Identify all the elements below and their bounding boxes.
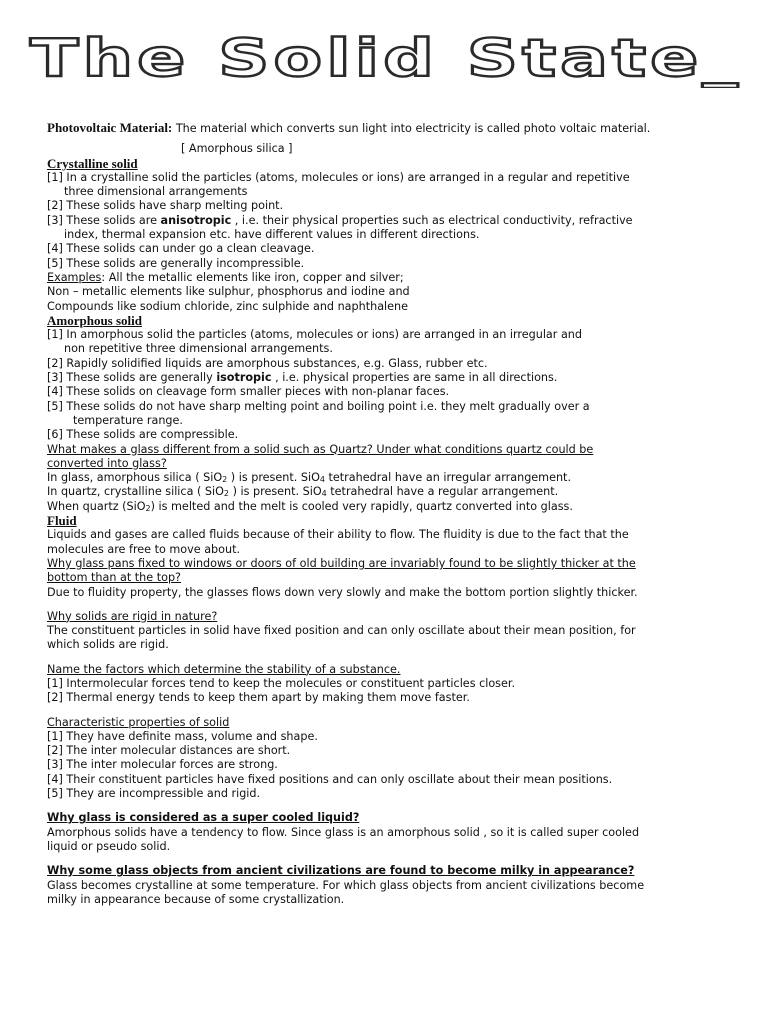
answer-1-pre: In glass, amorphous silica ( SiO xyxy=(47,471,223,485)
glass-pans-answer: Due to fluidity property, the glasses flows down very slowly and make the bottom portion slightly thicker. xyxy=(47,585,638,599)
glass-answer-3 xyxy=(47,500,727,514)
crystalline-examples-3: Compounds like sodium chloride, zinc sulphide and naphthalene xyxy=(47,299,409,313)
glass-pans-question-cont: bottom than at the top? xyxy=(47,571,181,585)
amorphous-point-1: [1] In amorphous solid the particles (atoms, molecules or ions) are arranged in an irregular and xyxy=(47,328,582,342)
stability-factor-2: [2] Thermal energy tends to keep them apart by making them move faster. xyxy=(47,691,470,705)
property-2: [2] The inter molecular distances are short. xyxy=(47,744,291,758)
photovoltaic-definition xyxy=(47,121,727,136)
crystalline-point-1: [1] In a crystalline solid the particles (atoms, molecules or ions) are arranged in a regular and repetitive xyxy=(47,170,630,184)
amorphous-point-3 xyxy=(47,371,727,385)
crystalline-point-3-post: , i.e. their physical properties such as electrical conductivity, refractive xyxy=(231,213,633,227)
amorphous-point-2: [2] Rapidly solidified liquids are amorphous substances, e.g. Glass, rubber etc. xyxy=(47,356,488,370)
stability-question: Name the factors which determine the stability of a substance. xyxy=(47,662,401,676)
supercooled-answer-cont: liquid or pseudo solid. xyxy=(47,839,171,853)
subscript-4: 4 xyxy=(319,475,325,485)
examples-text: : All the metallic elements like iron, copper and silver; xyxy=(101,270,404,284)
stability-factor-1: [1] Intermolecular forces tend to keep the molecules or constituent particles closer. xyxy=(47,676,516,690)
crystalline-point-3 xyxy=(47,214,727,228)
milky-question: Why some glass objects from ancient civilizations are found to become milky in appearance? xyxy=(47,864,635,878)
glass-answer-2 xyxy=(47,485,727,499)
crystalline-point-5: [5] These solids are generally incompressible. xyxy=(47,256,305,270)
crystalline-point-3-cont: index, thermal expansion etc. have different values in different directions. xyxy=(64,228,480,242)
answer-1-post: tetrahedral have an irregular arrangement. xyxy=(324,471,572,485)
supercooled-question: Why glass is considered as a super cooled liquid? xyxy=(47,811,360,825)
milky-answer-cont: milky in appearance because of some crystallization. xyxy=(47,892,345,906)
fluid-heading: Fluid xyxy=(47,513,77,529)
property-5: [5] They are incompressible and rigid. xyxy=(47,787,261,801)
photovoltaic-note: [ Amorphous silica ] xyxy=(181,142,293,156)
crystalline-examples-2: Non – metallic elements like sulphur, phosphorus and iodine and xyxy=(47,285,410,299)
crystalline-point-3-pre: [3] These solids are xyxy=(47,213,161,227)
amorphous-point-4: [4] These solids on cleavage form smaller pieces with non-planar faces. xyxy=(47,385,450,399)
subscript-2: 2 xyxy=(223,489,230,499)
document-body xyxy=(47,121,727,907)
property-3: [3] The inter molecular forces are strong. xyxy=(47,758,278,772)
answer-2-pre: In quartz, crystalline silica ( SiO xyxy=(47,485,224,499)
subscript-4: 4 xyxy=(321,489,327,499)
milky-answer: Glass becomes crystalline at some temperature. For which glass objects from ancient civilizations become xyxy=(47,878,645,892)
glass-quartz-question: What makes a glass different from a solid such as Quartz? Under what conditions quartz could be xyxy=(47,442,594,456)
amorphous-point-5-cont: temperature range. xyxy=(73,413,183,427)
amorphous-point-3-pre: [3] These solids are generally xyxy=(47,371,217,385)
crystalline-point-4: [4] These solids can under go a clean cleavage. xyxy=(47,242,315,256)
glass-answer-1 xyxy=(47,471,727,485)
page-title xyxy=(28,28,748,88)
property-4: [4] Their constituent particles have fixed positions and can only oscillate about their mean positions. xyxy=(47,772,613,786)
glass-pans-question: Why glass pans fixed to windows or doors of old building are invariably found to be slightly thicker at the xyxy=(47,556,636,570)
examples-label: Examples xyxy=(47,270,102,284)
fluid-definition: Liquids and gases are called fluids because of their ability to flow. The fluidity is due to the fact that the xyxy=(47,528,629,542)
subscript-2: 2 xyxy=(222,475,228,485)
glass-quartz-question-cont: converted into glass? xyxy=(47,456,167,470)
isotropic-term: isotropic xyxy=(216,371,272,385)
answer-3-post: ) is melted and the melt is cooled very rapidly, quartz converted into glass. xyxy=(150,499,573,513)
supercooled-answer: Amorphous solids have a tendency to flow. Since glass is an amorphous solid , so it is called super cooled xyxy=(47,825,640,839)
crystalline-point-2: [2] These solids have sharp melting point. xyxy=(47,199,284,213)
answer-1-mid: ) is present. SiO xyxy=(227,471,320,485)
outlined-title-graphic xyxy=(28,28,748,88)
anisotropic-term: anisotropic xyxy=(160,213,232,227)
amorphous-point-5: [5] These solids do not have sharp melting point and boiling point i.e. they melt gradually over a xyxy=(47,399,590,413)
crystalline-examples xyxy=(47,271,727,285)
rigid-answer-cont: which solids are rigid. xyxy=(47,638,169,652)
crystalline-point-1-cont: three dimensional arrangements xyxy=(64,185,248,199)
title-text: The Solid State_ xyxy=(30,29,742,88)
property-1: [1] They have definite mass, volume and shape. xyxy=(47,729,318,743)
crystalline-heading: Crystalline solid xyxy=(47,155,138,171)
answer-2-post: tetrahedral have a regular arrangement. xyxy=(326,485,559,499)
amorphous-heading: Amorphous solid xyxy=(47,312,142,328)
photovoltaic-label: Photovoltaic Material: xyxy=(47,120,173,135)
properties-heading: Characteristic properties of solid xyxy=(47,715,230,729)
photovoltaic-text: The material which converts sun light into electricity is called photo voltaic material. xyxy=(172,122,651,135)
rigid-question: Why solids are rigid in nature? xyxy=(47,609,218,623)
rigid-answer: The constituent particles in solid have fixed position and can only oscillate about their mean position, for xyxy=(47,624,636,638)
subscript-2: 2 xyxy=(145,503,151,513)
answer-3-pre: When quartz (SiO xyxy=(47,499,146,513)
amorphous-point-6: [6] These solids are compressible. xyxy=(47,428,239,442)
answer-2-mid: ) is present. SiO xyxy=(229,485,322,499)
amorphous-point-3-post: , i.e. physical properties are same in all directions. xyxy=(271,371,558,385)
amorphous-point-1-cont: non repetitive three dimensional arrangements. xyxy=(64,342,333,356)
fluid-definition-cont: molecules are free to move about. xyxy=(47,542,241,556)
